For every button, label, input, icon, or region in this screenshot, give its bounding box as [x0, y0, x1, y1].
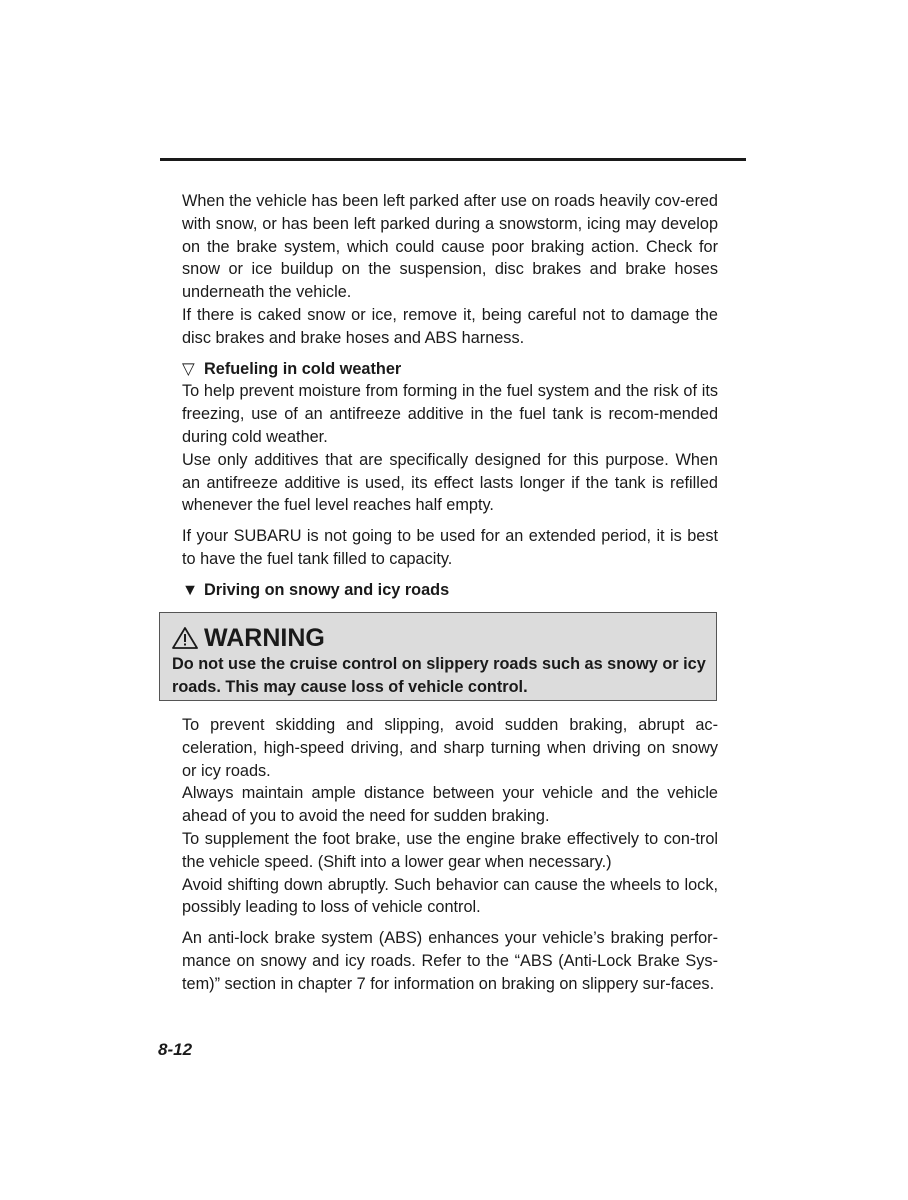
- warning-title: [172, 623, 325, 653]
- paragraph: To supplement the foot brake, use the engine brake effectively to con-trol the vehicle speed. (Shift into a lower gear when necessary.): [182, 829, 718, 871]
- paragraph: To prevent skidding and slipping, avoid sudden braking, abrupt ac-celeration, high-speed driving, and sharp turning when driving on snowy or icy roads.: [182, 716, 718, 780]
- paragraph: Always maintain ample distance between your vehicle and the vehicle ahead of you to avoid the need for sudden braking.: [182, 784, 718, 826]
- paragraph: Avoid shifting down abruptly. Such behavior can cause the wheels to lock, possibly leading to loss of vehicle control.: [182, 875, 718, 917]
- paragraph: When the vehicle has been left parked after use on roads heavily cov-ered with snow, or has been left parked during a snowstorm, icing may develop on the brake system, which could cause poor braking action. Check for snow or ice buildup on the suspension, disc brakes and brake hoses underneath the vehicle.: [182, 192, 718, 302]
- driving-heading: [182, 579, 718, 602]
- warning-box: [159, 612, 717, 701]
- warning-icon: [172, 626, 198, 650]
- warning-title-text: WARNING: [204, 624, 325, 652]
- paragraph: If your SUBARU is not going to be used for an extended period, it is best to have the fuel tank filled to capacity.: [182, 527, 718, 568]
- paragraph: An anti-lock brake system (ABS) enhances your vehicle’s braking perfor-mance on snowy and icy roads. Refer to the “ABS (Anti-Lock Brake Sys-tem)” section in chapter 7 for information on braking on slippery sur-faces.: [182, 929, 718, 993]
- header-rule: [160, 158, 746, 161]
- brake-icing-section: [182, 190, 718, 602]
- paragraph: Use only additives that are specifically designed for this purpose. When an antifreeze additive is used, its effect lasts longer if the tank is refilled whenever the fuel level reaches half empty.: [182, 450, 718, 515]
- filled-triangle-icon: ▼: [182, 580, 199, 599]
- driving-section: [182, 714, 718, 996]
- paragraph: If there is caked snow or ice, remove it, being careful not to damage the disc brakes and brake hoses and ABS harness.: [182, 305, 718, 347]
- refueling-title: Refueling in cold weather: [204, 359, 402, 378]
- warning-text: Do not use the cruise control on slippery roads such as snowy or icy roads. This may cause loss of vehicle control.: [172, 655, 706, 696]
- refueling-heading: [182, 358, 718, 381]
- driving-title: Driving on snowy and icy roads: [204, 580, 450, 599]
- page-number: 8-12: [158, 1040, 193, 1059]
- outline-triangle-icon: ▽: [182, 359, 195, 378]
- paragraph: To help prevent moisture from forming in the fuel system and the risk of its freezing, use of an antifreeze additive in the fuel tank is recom-mended during cold weather.: [182, 382, 718, 446]
